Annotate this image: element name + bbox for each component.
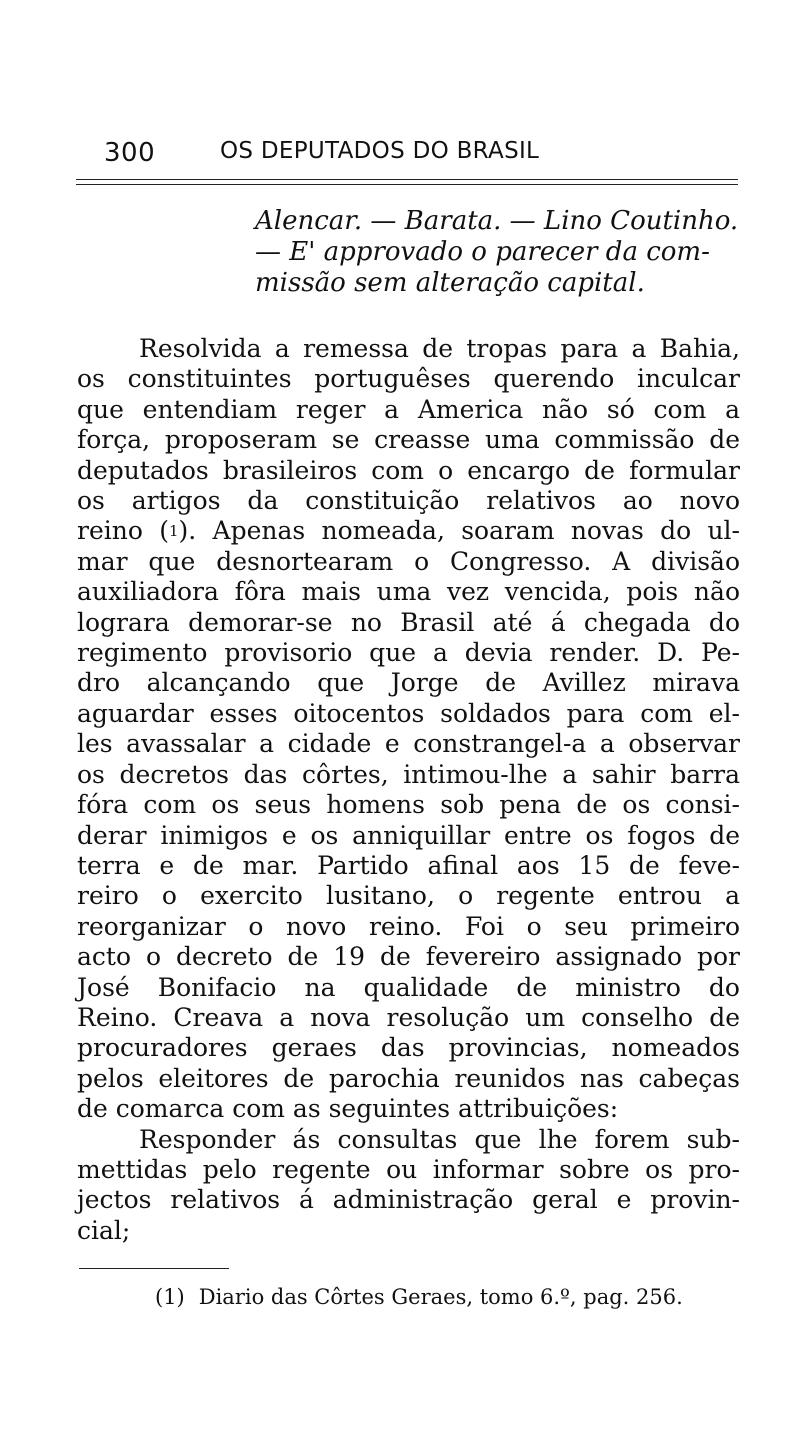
body-line: que entendiam reger a America não só com a (77, 394, 740, 424)
page-header (76, 138, 738, 174)
body-text (77, 334, 740, 1246)
body-line: os constituintes portuguêses querendo inculcar (77, 364, 740, 394)
body-line: aguardar esses oitocentos soldados para com el- (77, 698, 740, 728)
body-line: cial; (77, 1215, 131, 1245)
italic-line: — E' approvado o parecer da com- (255, 237, 710, 267)
body-line: Reino. Creava a nova resolução um conselho de (77, 1002, 740, 1032)
body-line-with-reference (77, 516, 740, 546)
body-line: reiro o exercito lusitano, o regente entrou a (77, 881, 740, 911)
footnote-rule (79, 1268, 229, 1269)
body-line: os decretos das côrtes, intimou-lhe a sahir barra (77, 759, 740, 789)
italic-line: Alencar. — Barata. — Lino Coutinho. (255, 206, 739, 236)
body-line-rest: Apenas nomeada, soaram novas do ul- (212, 516, 741, 546)
body-line: fóra com os seus homens sob pena de os consi- (77, 790, 740, 820)
body-line: lograra demorar-se no Brasil até á chegada do (77, 607, 740, 637)
body-line: les avassalar a cidade e constrangel-a a observar (77, 729, 740, 759)
body-line: Responder ás consultas que lhe forem sub- (139, 1124, 740, 1154)
reference-open: ( (159, 516, 169, 546)
body-line: auxiliadora fôra mais uma vez vencida, pois não (77, 577, 740, 607)
body-line: força, proposeram se creasse uma commissão de (77, 425, 740, 455)
body-line: mar que desnortearam o Congresso. A divisão (77, 546, 740, 576)
body-line: terra e de mar. Partido afinal aos 15 de feve- (77, 850, 740, 880)
footnote-mark: (1) (155, 1285, 185, 1309)
reference-close: ). (178, 516, 197, 546)
header-rule-top (76, 179, 738, 180)
body-line: Resolvida a remessa de tropas para a Bahia, (139, 334, 740, 363)
body-line-start: reino (77, 516, 143, 546)
body-line: reorganizar o novo reino. Foi o seu primeiro (77, 911, 740, 941)
footnote-reference: 1 (168, 522, 179, 541)
body-line: dro alcançando que Jorge de Avillez mirava (77, 668, 740, 698)
header-rule-bottom (76, 184, 738, 185)
italic-quote-block (255, 206, 739, 299)
body-line: deputados brasileiros com o encargo de formular (77, 455, 740, 485)
page-number: 300 (104, 138, 156, 168)
body-line: regimento provisorio que a devia render. D. Pe- (77, 638, 740, 668)
body-line: acto o decreto de 19 de fevereiro assignado por (77, 942, 740, 972)
body-line: procuradores geraes das provincias, nomeados (77, 1033, 740, 1063)
body-line: jectos relativos á administração geral e provin- (77, 1185, 740, 1215)
body-line: José Bonifacio na qualidade de ministro do (77, 972, 740, 1002)
italic-line: missão sem alteração capital. (255, 268, 645, 298)
body-line: derar inimigos e os anniquillar entre os fogos de (77, 820, 740, 850)
body-line: mettidas pelo regente ou informar sobre os pro- (77, 1154, 740, 1184)
footnote-text: Diario das Côrtes Geraes, tomo 6.º, pag. 256. (198, 1285, 683, 1309)
body-line: os artigos da constituição relativos ao novo (77, 486, 740, 516)
body-line: de comarca com as seguintes attribuições: (77, 1094, 619, 1124)
footnote (155, 1285, 745, 1309)
running-title: OS DEPUTADOS DO BRASIL (220, 138, 540, 164)
body-line: pelos eleitores de parochia reunidos nas cabeças (77, 1063, 740, 1093)
